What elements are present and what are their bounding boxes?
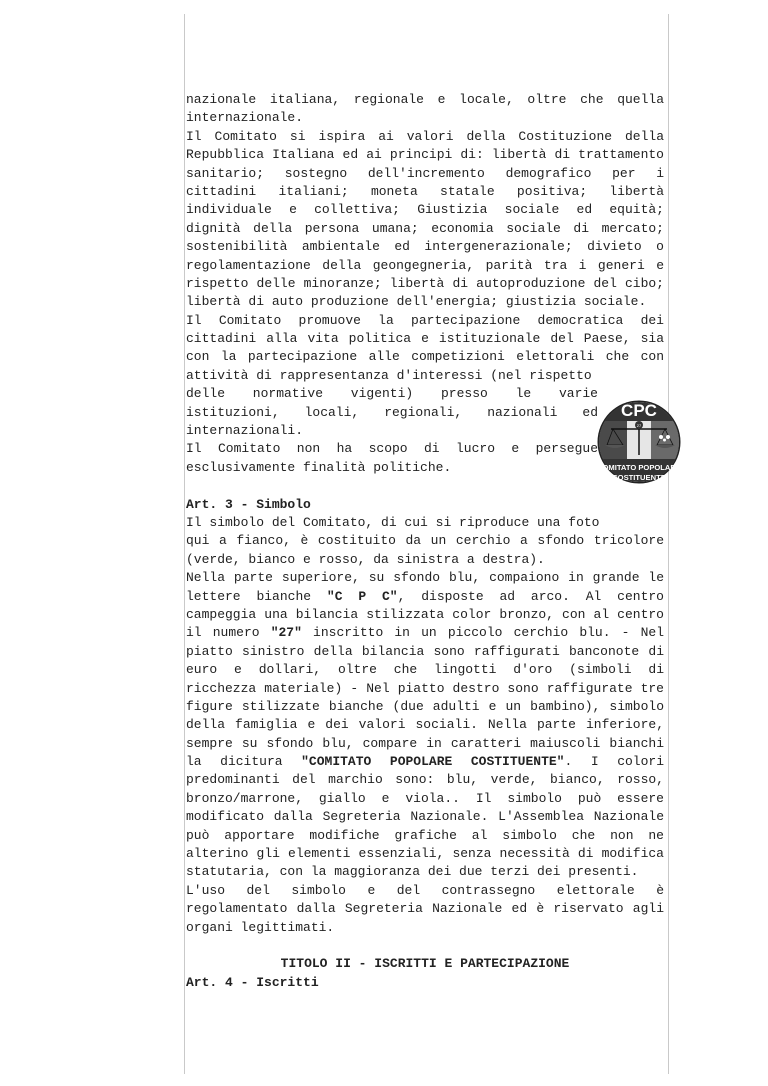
text-line: (verde, bianco e rosso, da sinistra a destra). <box>186 551 545 567</box>
text-line: alterino gli elementi essenziali, senza necessità di modifica <box>186 846 664 862</box>
text-line: sostenibilità ambientale ed intergenerazionale; divieto o <box>186 239 664 255</box>
art4-heading: Art. 4 - Iscritti <box>186 974 319 990</box>
text-line: lettere bianche "C P C", disposte ad arco. Al centro <box>186 588 664 604</box>
text-line: della famiglia e dei valori sociali. Nella parte inferiore, <box>186 717 664 733</box>
text-line: L'uso del simbolo e del contrassegno elettorale è <box>186 882 664 898</box>
text-line: regolamentazione della geongegneria, parità tra i generi e <box>186 257 664 273</box>
left-margin-line <box>184 14 185 1074</box>
logo-bottom-line1: COMITATO POPOLARE <box>597 463 681 472</box>
text-line: euro e dollari, oltre che lingotti d'oro (simboli di <box>186 662 664 678</box>
title2-heading: TITOLO II - ISCRITTI E PARTECIPAZIONE <box>280 956 570 972</box>
text-line: attività di rappresentanza d'interessi (nel rispetto <box>186 367 592 383</box>
art3-heading: Art. 3 - Simbolo <box>186 496 311 512</box>
text-line: modificato dalla Segreteria Nazionale. L'Assemblea Nazionale <box>186 809 664 825</box>
text-line: sempre su sfondo blu, compare in caratteri maiuscoli bianchi <box>186 735 664 751</box>
text-line: la dicitura "COMITATO POPOLARE COSTITUENTE". I colori <box>186 754 664 770</box>
text-line: Il Comitato si ispira ai valori della Costituzione della <box>186 128 664 144</box>
text-line: Il Comitato non ha scopo di lucro e persegue <box>186 441 598 457</box>
text-line: Il simbolo del Comitato, di cui si riproduce una foto <box>186 514 600 530</box>
text-line: individuale e collettiva; Giustizia sociale ed equità; <box>186 202 664 218</box>
text-line: istituzioni, locali, regionali, nazionali ed <box>186 404 598 420</box>
text-line: libertà di auto produzione dell'energia; giustizia sociale. <box>186 294 647 310</box>
art3-text <box>186 514 664 937</box>
text-line: Nella parte superiore, su sfondo blu, compaiono in grande le <box>186 570 664 586</box>
text-line: rispetto delle minoranze; libertà di autoproduzione del cibo; <box>186 275 664 291</box>
text-line: campeggia una bilancia stilizzata color bronzo, con al centro <box>186 606 664 622</box>
text-line: esclusivamente finalità politiche. <box>186 459 452 475</box>
right-margin-line <box>668 14 669 1074</box>
cpc-logo-icon <box>597 385 681 500</box>
text-line: cittadini italiani; moneta statale positiva; libertà <box>186 183 664 199</box>
logo-bottom-line2: COSTITUENTE <box>612 473 666 482</box>
text-line: sanitario; sostegno dell'incremento demografico per i <box>186 165 664 181</box>
text-line: può apportare modifiche grafiche al simbolo che non ne <box>186 827 664 843</box>
text-line: bronzo/marrone, giallo e viola.. Il simbolo può essere <box>186 790 664 806</box>
text-line: nazionale italiana, regionale e locale, oltre che quella <box>186 92 664 107</box>
logo-number: 27 <box>636 423 642 428</box>
text-line: qui a fianco, è costituito da un cerchio a sfondo tricolore <box>186 533 664 549</box>
text-line: cittadini alla vita politica e istituzionale del Paese, sia <box>186 331 664 347</box>
text-line: organi legittimati. <box>186 919 335 935</box>
text-line: predominanti del marchio sono: blu, verde, bianco, rosso, <box>186 772 664 788</box>
text-line: Repubblica Italiana ed ai principi di: libertà di trattamento <box>186 147 664 163</box>
text-line: piatto sinistro della bilancia sono raffigurati banconote di <box>186 643 664 659</box>
text-line: ricchezza materiale) - Nel piatto destro sono raffigurate tre <box>186 680 664 696</box>
document-body <box>186 91 664 992</box>
text-line: regolamentato dalla Segreteria Nazionale ed è riservato agli <box>186 901 664 917</box>
text-line: delle normative vigenti) presso le varie <box>186 386 598 402</box>
text-line: dignità della persona umana; economia sociale di mercato; <box>186 220 664 236</box>
text-line: figure stilizzate bianche (due adulti e un bambino), simbolo <box>186 698 664 714</box>
logo-cpc-text: CPC <box>621 401 657 420</box>
art2-text <box>186 91 664 477</box>
text-line: con la partecipazione alle competizioni elettorali che con <box>186 349 664 365</box>
text-line: il numero "27" inscritto in un piccolo cerchio blu. - Nel <box>186 625 664 641</box>
text-line: statutaria, con la maggioranza dei due terzi dei presenti. <box>186 864 639 880</box>
text-line: Il Comitato promuove la partecipazione democratica dei <box>186 312 664 328</box>
text-line: internazionali. <box>186 423 304 439</box>
text-line: internazionale. <box>186 110 304 126</box>
